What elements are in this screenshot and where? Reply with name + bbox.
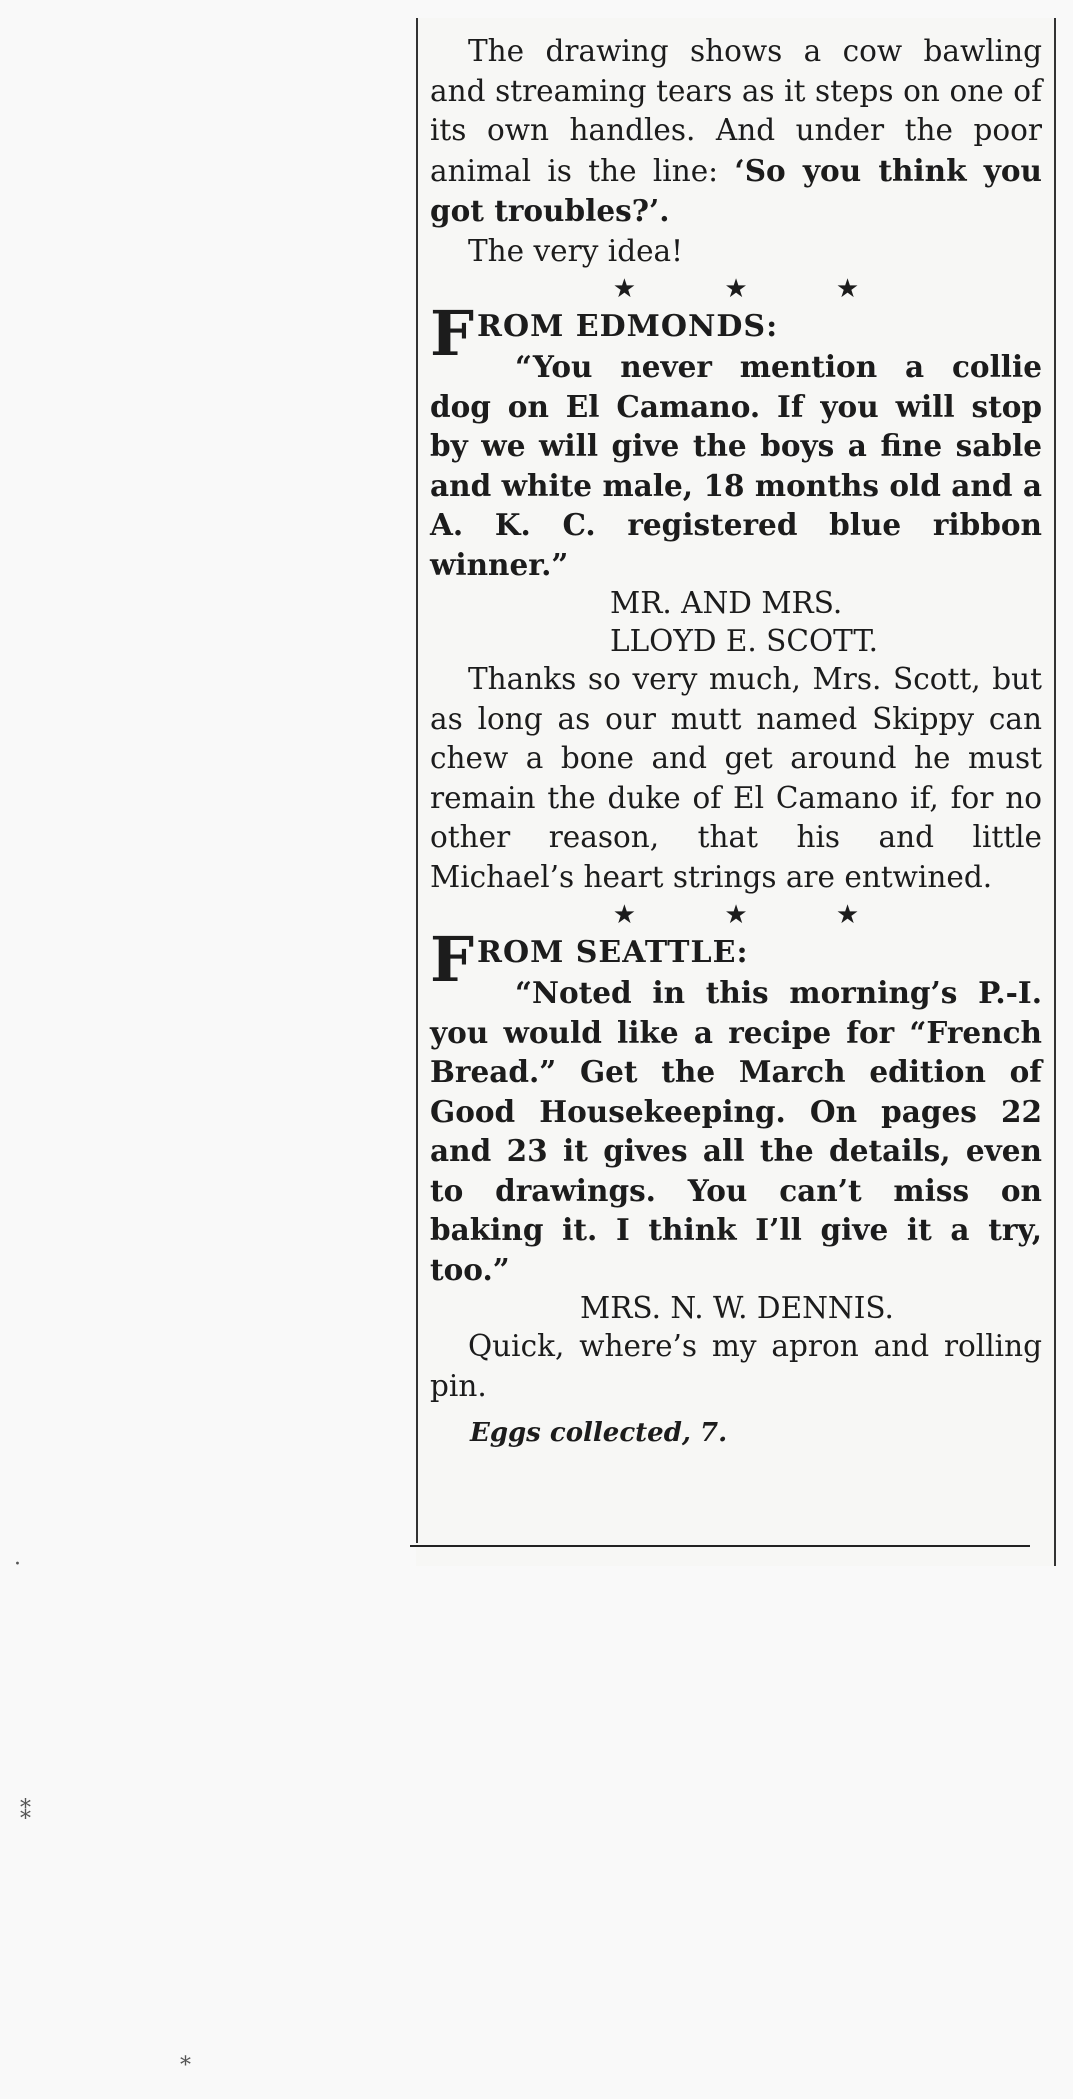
edmonds-signature-line1: MR. AND MRS. <box>610 586 843 620</box>
intro-text: The drawing shows a cow bawling and streaming tears as it steps on one of its own handles. And under the poor animal is the line: <box>430 34 1042 188</box>
intro-closing: The very idea! <box>468 233 683 268</box>
star-divider: ★ ★ ★ <box>612 274 900 304</box>
section-heading-seattle <box>430 923 1042 996</box>
dropcap: F <box>430 297 476 370</box>
star-divider: ★ ★ ★ <box>612 900 900 930</box>
column-rule-left <box>416 18 418 1543</box>
column-rule-bottom <box>410 1545 1030 1547</box>
intro-bold-line: ‘So you think you got troubles?’. <box>430 152 1042 228</box>
dust-speck: ⁎ <box>180 2046 191 2071</box>
column-rule-right <box>1054 18 1056 1566</box>
heading-text: ROM SEATTLE: <box>477 935 749 970</box>
article-column <box>430 18 1042 1454</box>
footer-note: Eggs collected, 7. <box>470 1418 728 1448</box>
edmonds-quote: “You never mention a collie dog on El Camano. If you will stop by we will give the boys a fine sable and white male, 18 months old and a A. K. C. registered blue ribbon winner.” <box>430 349 1042 582</box>
heading-text: ROM EDMONDS: <box>477 309 779 344</box>
intro-paragraph <box>430 32 1042 232</box>
edmonds-signature-line2: LLOYD E. SCOTT. <box>610 624 879 658</box>
dropcap: F <box>430 923 476 996</box>
newspaper-clipping <box>416 18 1056 1566</box>
section-heading-edmonds <box>430 297 1042 370</box>
dust-speck: ⁑ <box>20 1800 31 1825</box>
edmonds-reply: Thanks so very much, Mrs. Scott, but as long as our mutt named Skippy can chew a bone and get around he must remain the duke of El Camano if, for no other reason, that his and little Michael’s heart strings are entwined. <box>430 662 1042 894</box>
seattle-reply: Quick, where’s my apron and rolling pin. <box>430 1329 1042 1403</box>
seattle-signature: MRS. N. W. DENNIS. <box>580 1291 894 1325</box>
dust-speck: · <box>14 1552 21 1577</box>
seattle-quote: “Noted in this morning’s P.-I. you would like a recipe for “French Bread.” Get the March edition of Good Housekeeping. On pages 22 and 23 it gives all the details, even to drawings. You can’t miss on baking it. I think I’ll give it a try, too.” <box>430 975 1042 1287</box>
